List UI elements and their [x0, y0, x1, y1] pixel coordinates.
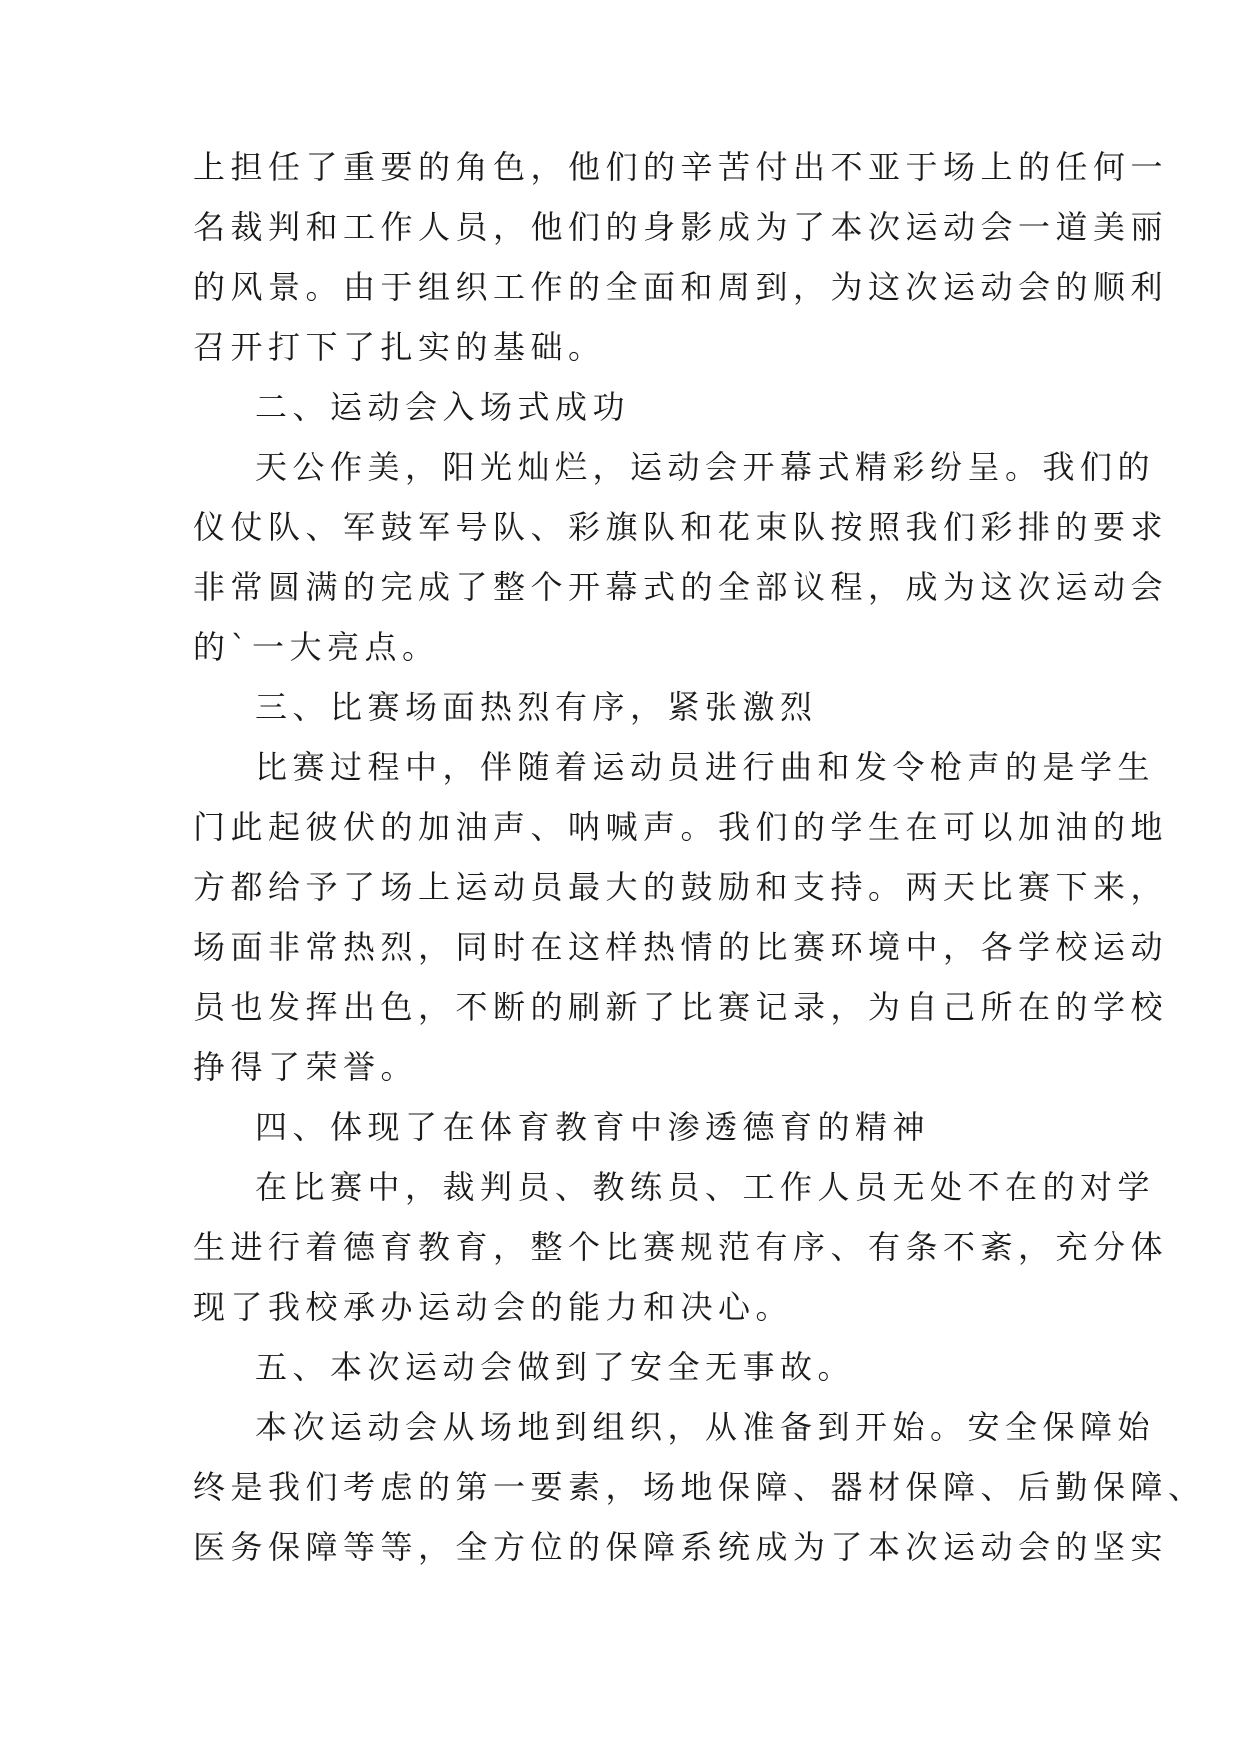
section-heading: 四、体现了在体育教育中渗透德育的精神	[255, 1108, 931, 1146]
body-text-line: 医务保障等等，全方位的保障系统成为了本次运动会的坚实	[193, 1528, 1169, 1566]
body-text-line: 现了我校承办运动会的能力和决心。	[193, 1288, 794, 1326]
body-text-line: 方都给予了场上运动员最大的鼓励和支持。两天比赛下来，	[193, 868, 1169, 906]
body-text-line: 门此起彼伏的加油声、呐喊声。我们的学生在可以加油的地	[193, 808, 1169, 846]
body-text-line: 终是我们考虑的第一要素，场地保障、器材保障、后勤保障、	[193, 1468, 1206, 1506]
body-text-line: 场面非常热烈，同时在这样热情的比赛环境中，各学校运动	[193, 928, 1169, 966]
body-text-line: 的风景。由于组织工作的全面和周到，为这次运动会的顺利	[193, 268, 1169, 306]
body-text-line: 的`一大亮点。	[193, 628, 440, 666]
body-text-line: 生进行着德育教育，整个比赛规范有序、有条不紊，充分体	[193, 1228, 1169, 1266]
paragraph-first-line: 天公作美，阳光灿烂，运动会开幕式精彩纷呈。我们的	[255, 448, 1156, 486]
section-heading: 三、比赛场面热烈有序，紧张激烈	[255, 688, 818, 726]
section-heading: 二、运动会入场式成功	[255, 388, 631, 426]
body-text-line: 召开打下了扎实的基础。	[193, 328, 606, 366]
body-text-line: 上担任了重要的角色，他们的辛苦付出不亚于场上的任何一	[193, 148, 1169, 186]
body-text-line: 员也发挥出色，不断的刷新了比赛记录，为自己所在的学校	[193, 988, 1169, 1026]
paragraph-first-line: 在比赛中，裁判员、教练员、工作人员无处不在的对学	[255, 1168, 1156, 1206]
body-text-line: 仪仗队、军鼓军号队、彩旗队和花束队按照我们彩排的要求	[193, 508, 1169, 546]
body-text-line: 非常圆满的完成了整个开幕式的全部议程，成为这次运动会	[193, 568, 1169, 606]
section-heading: 五、本次运动会做到了安全无事故。	[255, 1348, 856, 1386]
body-text-line: 名裁判和工作人员，他们的身影成为了本次运动会一道美丽	[193, 208, 1169, 246]
paragraph-first-line: 本次运动会从场地到组织，从准备到开始。安全保障始	[255, 1408, 1156, 1446]
paragraph-first-line: 比赛过程中，伴随着运动员进行曲和发令枪声的是学生	[255, 748, 1156, 786]
body-text-line: 挣得了荣誉。	[193, 1048, 419, 1086]
